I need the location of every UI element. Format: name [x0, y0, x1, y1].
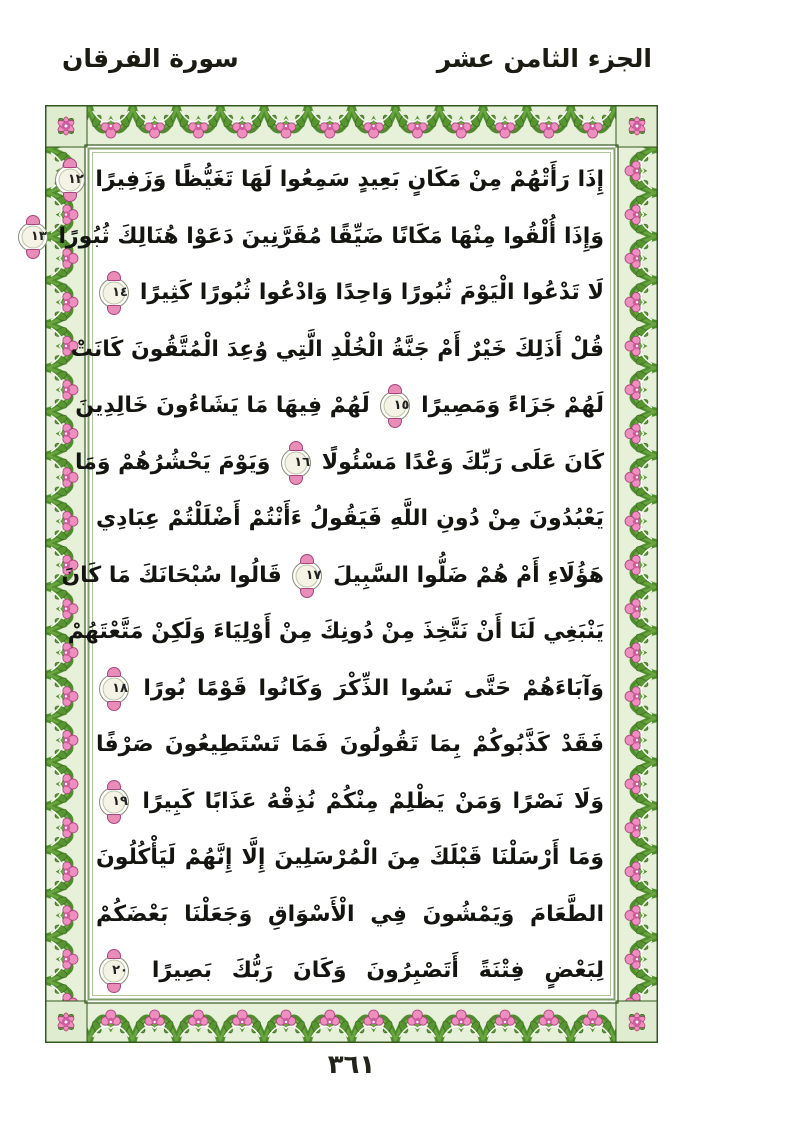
ayah-text: قَالُوا سُبْحَانَكَ مَا كَانَ [61, 562, 282, 588]
ayah-text: فَقَدْ كَذَّبُوكُمْ بِمَا تَقُولُونَ فَمَا تَسْتَطِيعُونَ صَرْفًا [96, 732, 604, 758]
verse-number-marker: ٢٠ [99, 956, 129, 986]
quran-line [96, 943, 604, 1000]
ayah-text: لَهُمْ فِيهَا مَا يَشَاءُونَ خَالِدِينَ [75, 393, 370, 419]
ayah-text: وَإِذَا أُلْقُوا مِنْهَا مَكَانًا ضَيِّقًا مُقَرَّنِينَ دَعَوْا هُنَالِكَ ثُبُورًا [58, 223, 604, 249]
quran-line [61, 548, 604, 605]
verse-number-marker: ١٢ [55, 165, 85, 195]
verse-number-marker: ١٥ [380, 391, 410, 421]
verse-number-marker: ١٣ [18, 222, 48, 252]
ayah-text: وَيَوْمَ يَحْشُرُهُمْ وَمَا [74, 449, 271, 475]
ayah-text: قُلْ أَذَلِكَ خَيْرٌ أَمْ جَنَّةُ الْخُلْدِ الَّتِي وُعِدَ الْمُتَّقُونَ كَانَتْ [70, 336, 604, 362]
verse-number-marker: ١٨ [99, 674, 129, 704]
ayah-text: وَلَا نَصْرًا وَمَنْ يَظْلِمْ مِنْكُمْ نُذِقْهُ عَذَابًا كَبِيرًا [142, 788, 604, 814]
ayah-text: لَهُمْ جَزَاءً وَمَصِيرًا [421, 393, 604, 419]
juz-title: الجزء الثامن عشر [436, 44, 652, 73]
ayah-text: الطَّعَامَ وَيَمْشُونَ فِي الْأَسْوَاقِ وَجَعَلْنَا بَعْضَكُمْ [96, 901, 604, 927]
ayah-text: لَا تَدْعُوا الْيَوْمَ ثُبُورًا وَاحِدًا وَادْعُوا ثُبُورًا كَثِيرًا [139, 280, 604, 306]
ayah-text: يَنْبَغِي لَنَا أَنْ نَتَّخِذَ مِنْ دُونِكَ مِنْ أَوْلِيَاءَ وَلَكِنْ مَتَّعْتَهُمْ [67, 619, 604, 645]
quran-line [96, 887, 604, 944]
quran-line [67, 604, 604, 661]
quran-line [96, 774, 604, 831]
verse-number-marker: ١٧ [292, 561, 322, 591]
quran-line [96, 661, 604, 718]
quran-lines [30, 152, 604, 1000]
quran-line [74, 435, 604, 492]
border-band-right [618, 105, 658, 1043]
verse-number-marker: ١٤ [99, 278, 129, 308]
ayah-text: إِذَا رَأَتْهُمْ مِنْ مَكَانٍ بَعِيدٍ سَمِعُوا لَهَا تَغَيُّظًا وَزَفِيرًا [95, 167, 604, 192]
page-number: ٣٦١ [327, 1050, 376, 1080]
quran-line [67, 152, 604, 209]
quran-line [30, 209, 604, 266]
quran-line [96, 491, 604, 548]
border-band-top [45, 105, 658, 145]
verse-number-marker: ١٩ [99, 787, 129, 817]
surah-title: سورة الفرقان [62, 44, 239, 73]
ayah-text: لِبَعْضٍ فِتْنَةً أَتَصْبِرُونَ وَكَانَ رَبُّكَ بَصِيرًا [151, 958, 604, 984]
ayah-text: وَمَا أَرْسَلْنَا قَبْلَكَ مِنَ الْمُرْسَلِينَ إِلَّا إِنَّهُمْ لَيَأْكُلُونَ [96, 845, 604, 871]
ayah-text: وَآبَاءَهُمْ حَتَّى نَسُوا الذِّكْرَ وَكَانُوا قَوْمًا بُورًا [143, 675, 604, 701]
verse-number-marker: ١٦ [281, 448, 311, 478]
ayah-text: هَؤُلَاءِ أَمْ هُمْ ضَلُّوا السَّبِيلَ [333, 562, 604, 588]
quran-line [96, 830, 604, 887]
quran-line [70, 322, 604, 379]
ayah-text: كَانَ عَلَى رَبِّكَ وَعْدًا مَسْئُولًا [321, 449, 604, 475]
quran-line [75, 378, 604, 435]
border-band-bottom [45, 1003, 658, 1043]
page-header [62, 44, 652, 73]
quran-line [96, 717, 604, 774]
ayah-text: يَعْبُدُونَ مِنْ دُونِ اللَّهِ فَيَقُولُ ءَأَنْتُمْ أَضْلَلْتُمْ عِبَادِي [96, 506, 604, 532]
quran-line [96, 265, 604, 322]
